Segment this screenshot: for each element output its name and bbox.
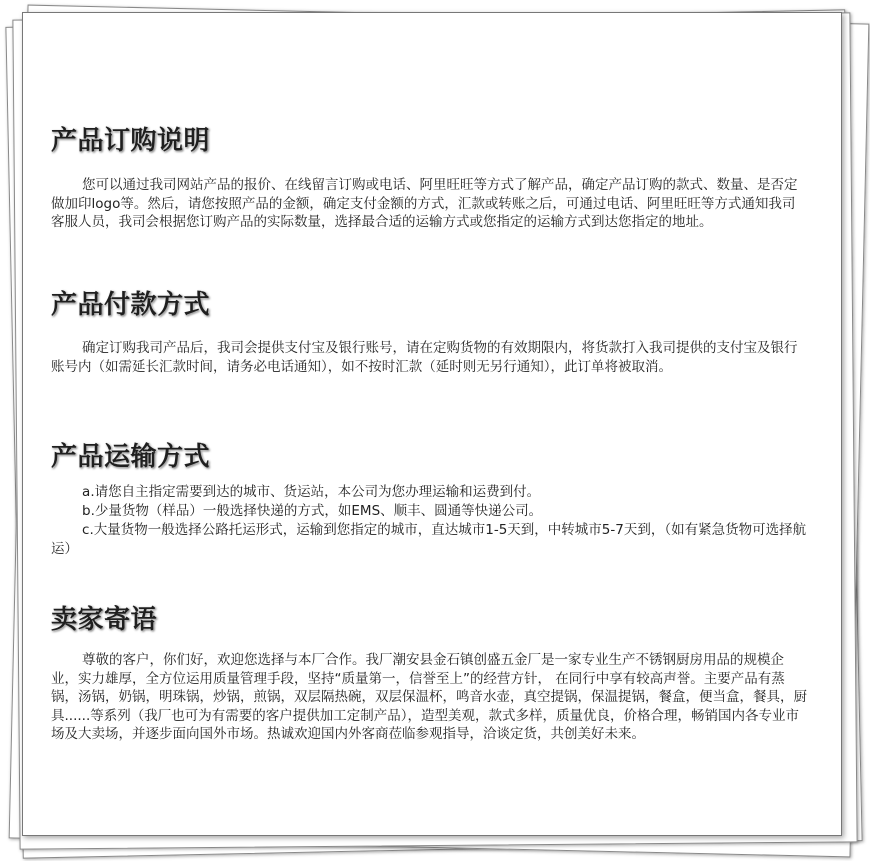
list-item: b.少量货物（样品）一般选择快递的方式，如EMS、顺丰、圆通等快递公司。: [82, 503, 543, 519]
info-page: [22, 12, 842, 836]
section-title: 产品运输方式: [51, 442, 211, 472]
section-body: 您可以通过我司网站产品的报价、在线留言订购或电话、阿里旺旺等方式了解产品，确定产品订购的款式、数量、是否定做加印logo等。然后，请您按照产品的金额，确定支付金额的方式，汇款或转账之后，可通过电话、阿里旺旺等方式通知我司客服人员，我司会根据您订购产品的实际数量，选择最合适的运输方式或您指定的运输方式到达您指定的地址。: [51, 177, 798, 230]
section-body: 确定订购我司产品后，我司会提供支付宝及银行账号，请在定购货物的有效期限内，将货款打入我司提供的支付宝及银行账号内（如需延长汇款时间，请务必电话通知），如不按时汇款（延时则无另行通知），此订单将被取消。: [51, 340, 798, 375]
section-title: 产品订购说明: [51, 126, 211, 156]
list-item: a.请您自主指定需要到达的城市、货运站，本公司为您办理运输和运费到付。: [82, 484, 541, 500]
section-title: 卖家寄语: [51, 605, 158, 635]
section-title: 产品付款方式: [51, 290, 211, 320]
list-item: c.大量货物一般选择公路托运形式，运输到您指定的城市，直达城市1-5天到，中转城市5-7天到，（如有紧急货物可选择航运）: [51, 522, 807, 557]
section-body: 尊敬的客户，你们好，欢迎您选择与本厂合作。我厂潮安县金石镇创盛五金厂是一家专业生产不锈钢厨房用品的规模企业，实力雄厚，全方位运用质量管理手段，坚持“质量第一，信誉至上”的经营方针， 在同行中享有较高声誉。主要产品有蒸锅，汤锅，奶锅，明珠锅，炒锅，煎锅，双层隔热碗，双层保温杯，鸣音水壶，真空提锅，保温提锅，餐盒，便当盒，餐具，厨具......等系列（我厂也可为有需要的客户提供加工定制产品），造型美观，款式多样，质量优良，价格合理，畅销国内各专业市场及大卖场，并逐步面向国外市场。热诚欢迎国内外客商莅临参观指导，洽谈定货，共创美好未来。: [51, 652, 807, 742]
